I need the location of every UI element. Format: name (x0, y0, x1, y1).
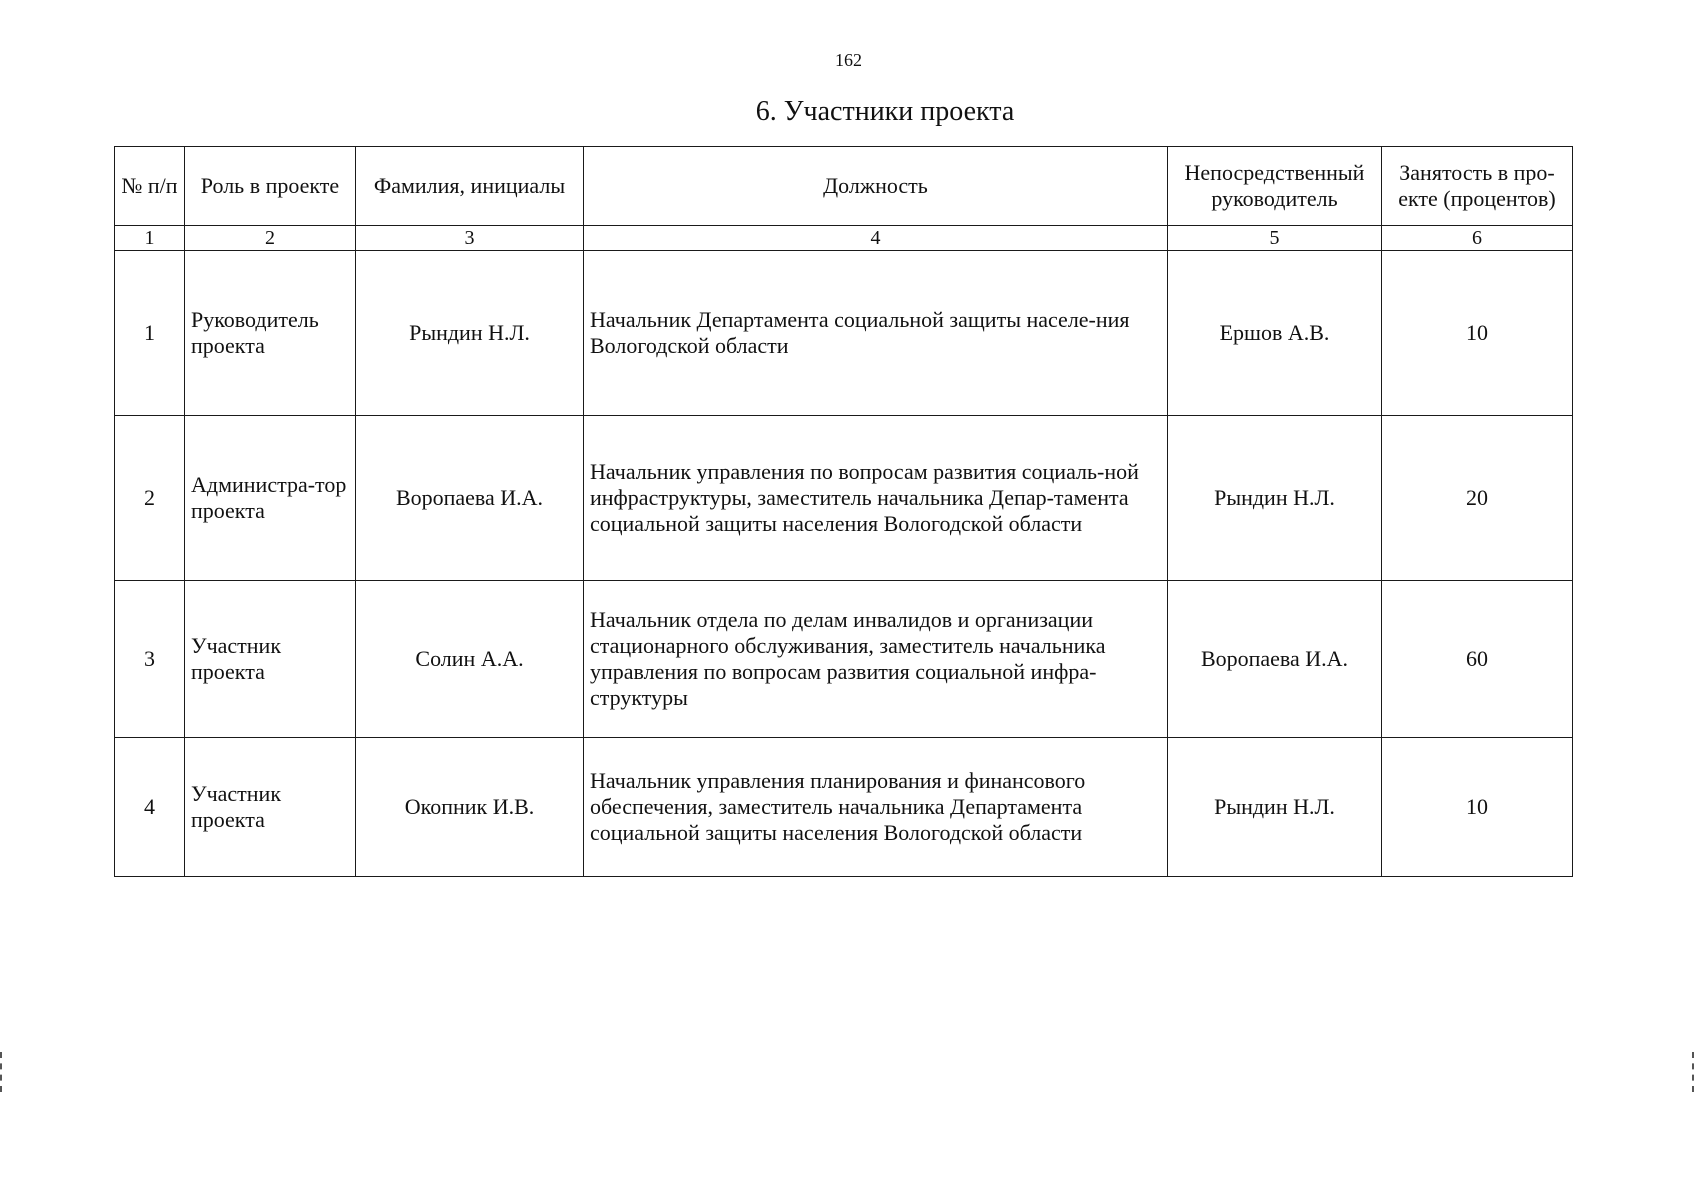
position-cell: Начальник Департамента социальной защиты населе-ния Вологодской области (584, 251, 1168, 416)
table-header-row (115, 147, 1573, 226)
name-cell: Окопник И.В. (356, 738, 584, 877)
row-number: 4 (115, 738, 185, 877)
header-role: Роль в проекте (185, 147, 356, 226)
supervisor-cell: Рындин Н.Л. (1168, 738, 1382, 877)
column-number: 5 (1168, 226, 1382, 251)
employment-cell: 20 (1382, 416, 1573, 581)
column-number-row (115, 226, 1573, 251)
role-cell: Участник проекта (185, 581, 356, 738)
column-number: 6 (1382, 226, 1573, 251)
page-edge-mark (0, 1052, 6, 1092)
role-cell: Руководитель проекта (185, 251, 356, 416)
table-row (115, 581, 1573, 738)
page-edge-mark (1692, 1052, 1697, 1092)
header-name: Фамилия, инициалы (356, 147, 584, 226)
section-title: 6. Участники проекта (755, 96, 1015, 127)
header-supervisor: Непосредственный руководитель (1168, 147, 1382, 226)
table-row (115, 416, 1573, 581)
employment-cell: 10 (1382, 251, 1573, 416)
position-cell: Начальник отдела по делам инвалидов и организации стационарного обслуживания, заместитель начальника управления по вопросам развития социальной инфра-структуры (584, 581, 1168, 738)
column-number: 2 (185, 226, 356, 251)
supervisor-cell: Ершов А.В. (1168, 251, 1382, 416)
name-cell: Рындин Н.Л. (356, 251, 584, 416)
employment-cell: 10 (1382, 738, 1573, 877)
row-number: 2 (115, 416, 185, 581)
name-cell: Воропаева И.А. (356, 416, 584, 581)
row-number: 3 (115, 581, 185, 738)
column-number: 3 (356, 226, 584, 251)
employment-cell: 60 (1382, 581, 1573, 738)
header-employment: Занятость в про-екте (процентов) (1382, 147, 1573, 226)
role-cell: Участник проекта (185, 738, 356, 877)
page-number: 162 (835, 50, 862, 70)
header-num: № п/п (115, 147, 185, 226)
row-number: 1 (115, 251, 185, 416)
role-cell: Администра-тор проекта (185, 416, 356, 581)
position-cell: Начальник управления планирования и финансового обеспечения, заместитель начальника Департамента социальной защиты населения Вологодской области (584, 738, 1168, 877)
supervisor-cell: Рындин Н.Л. (1168, 416, 1382, 581)
column-number: 1 (115, 226, 185, 251)
column-number: 4 (584, 226, 1168, 251)
header-position: Должность (584, 147, 1168, 226)
participants-table (114, 146, 1573, 877)
table-row (115, 738, 1573, 877)
position-cell: Начальник управления по вопросам развития социаль-ной инфраструктуры, заместитель начальника Депар-тамента социальной защиты населения Вологодской области (584, 416, 1168, 581)
supervisor-cell: Воропаева И.А. (1168, 581, 1382, 738)
table-row (115, 251, 1573, 416)
name-cell: Солин А.А. (356, 581, 584, 738)
